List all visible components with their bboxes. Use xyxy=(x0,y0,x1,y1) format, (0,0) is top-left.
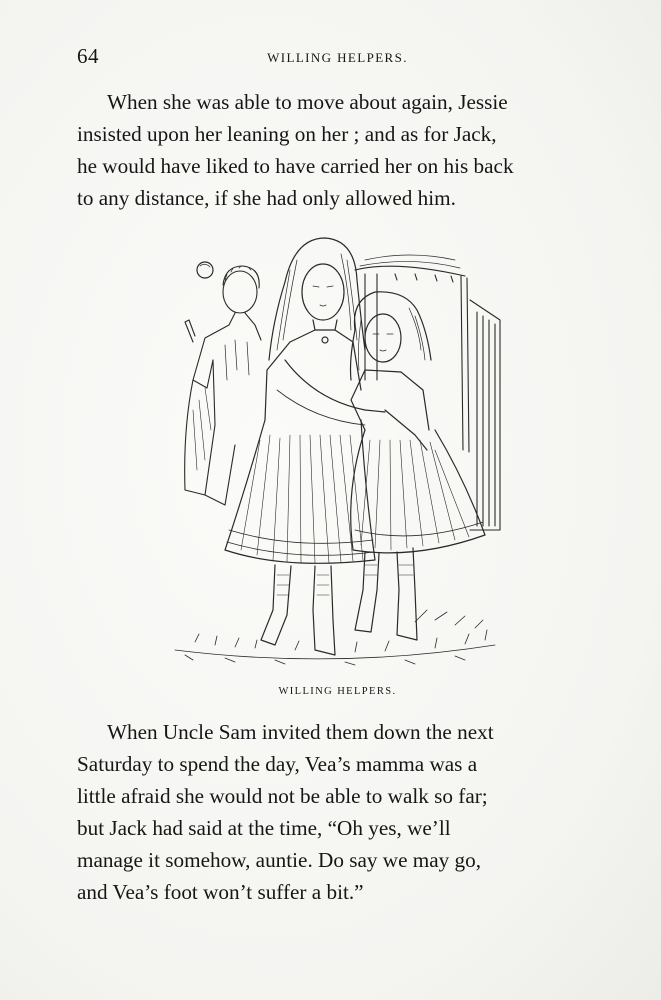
paragraph-line: Saturday to spend the day, Vea’s mamma was a xyxy=(77,752,478,776)
boy-figure-drawing xyxy=(185,266,261,505)
paragraph-1 xyxy=(77,86,604,214)
paragraph-line: little afraid she would not be able to walk so far; xyxy=(77,784,488,808)
paragraph-line: insisted upon her leaning on her ; and as for Jack, xyxy=(77,122,497,146)
paragraph-line: When she was able to move about again, Jessie xyxy=(107,90,508,114)
paragraph-2 xyxy=(77,716,604,908)
illustration-caption xyxy=(0,686,661,697)
page-number: 64 xyxy=(77,44,99,68)
paragraph-line: and Vea’s foot won’t suffer a bit.” xyxy=(77,880,364,904)
caption-text: WILLING HELPERS. xyxy=(278,686,397,697)
paragraph-line: manage it somehow, auntie. Do say we may go, xyxy=(77,848,482,872)
running-head xyxy=(0,50,661,66)
engraving-illustration xyxy=(165,230,505,670)
paragraph-line: but Jack had said at the time, “Oh yes, we’ll xyxy=(77,816,451,840)
paragraph-line: to any distance, if she had only allowed him. xyxy=(77,186,456,210)
ground-grass-drawing xyxy=(175,610,495,665)
fence-drawing xyxy=(355,255,500,530)
running-head-text: WILLING HELPERS. xyxy=(267,50,408,65)
paragraph-line: he would have liked to have carried her on his back xyxy=(77,154,514,178)
paragraph-line: When Uncle Sam invited them down the next xyxy=(107,720,494,744)
younger-girl-figure-drawing xyxy=(351,292,486,640)
